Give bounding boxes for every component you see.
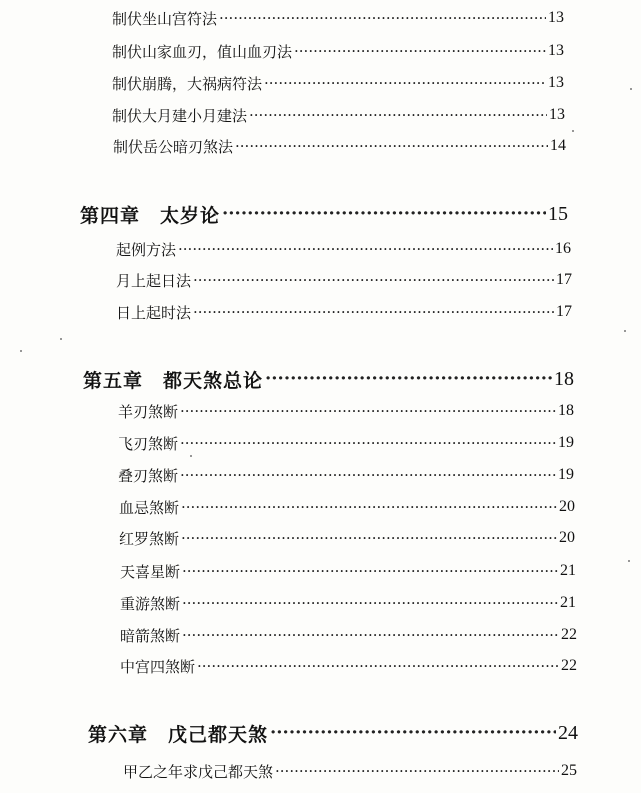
toc-entry-page: 17 (556, 271, 572, 288)
toc-entry (119, 496, 575, 518)
toc-entry (118, 400, 574, 422)
toc-entry-title: 制伏山家血刃，值山血刃法 (112, 42, 293, 61)
leader-dots (270, 724, 556, 742)
toc-entry (118, 432, 574, 454)
leader-dots (294, 44, 546, 59)
leader-dots (275, 764, 559, 779)
toc-entry (116, 238, 571, 260)
chapter-page: 18 (554, 367, 574, 390)
toc-entry-page: 13 (548, 9, 564, 26)
leader-dots (193, 305, 554, 320)
toc-entry (120, 592, 576, 614)
toc-entry-page: 19 (558, 466, 574, 483)
toc-entry-title: 暗箭煞断 (120, 626, 181, 645)
leader-dots (182, 628, 559, 643)
toc-entry-page: 16 (555, 240, 571, 257)
toc-entry-title: 飞刃煞断 (118, 434, 179, 453)
leader-dots (193, 273, 554, 288)
leader-dots (180, 404, 556, 419)
toc-entry (112, 7, 564, 29)
toc-entry-page: 22 (561, 657, 577, 674)
leader-dots (235, 139, 548, 154)
toc-entry-page: 20 (559, 498, 575, 515)
toc-entry-title: 制伏大月建小月建法 (112, 106, 248, 125)
toc-chapter-heading (83, 365, 574, 393)
toc-entry-page: 21 (560, 562, 576, 579)
toc-entry (116, 301, 572, 323)
scan-speck (628, 560, 630, 562)
toc-entry-title: 中宫四煞断 (120, 657, 196, 676)
toc-entry-page: 13 (548, 74, 564, 91)
leader-dots (180, 468, 556, 483)
toc-entry (123, 760, 577, 782)
toc-entry (112, 72, 564, 94)
toc-entry-title: 重游煞断 (120, 594, 181, 613)
toc-entry (112, 40, 564, 62)
leader-dots (249, 108, 547, 123)
toc-entry-page: 13 (548, 42, 564, 59)
toc-entry (120, 560, 576, 582)
leader-dots (182, 596, 558, 611)
scan-speck (60, 338, 62, 340)
toc-entry-page: 21 (560, 594, 576, 611)
toc-entry-title: 月上起日法 (116, 271, 192, 290)
toc-entry-title: 制伏坐山宫符法 (112, 9, 218, 28)
toc-entry-page: 19 (558, 434, 574, 451)
leader-dots (222, 205, 546, 223)
toc-entry-page: 20 (559, 529, 575, 546)
toc-entry-title: 制伏岳公暗刃煞法 (113, 137, 234, 156)
toc-entry (120, 655, 577, 677)
toc-entry-page: 17 (556, 303, 572, 320)
toc-entry-title: 制伏崩腾，大祸病符法 (112, 74, 263, 93)
toc-entry (120, 624, 577, 646)
chapter-title: 第四章 太岁论 (80, 204, 221, 227)
toc-entry-title: 羊刃煞断 (118, 402, 179, 421)
chapter-page: 15 (548, 202, 568, 225)
scan-speck (624, 330, 626, 332)
toc-entry-title: 日上起时法 (116, 303, 192, 322)
toc-entry (116, 269, 572, 291)
chapter-title: 第五章 都天煞总论 (83, 369, 264, 392)
chapter-title: 第六章 戊己都天煞 (88, 723, 269, 746)
toc-entry-title: 叠刃煞断 (118, 466, 179, 485)
leader-dots (264, 76, 546, 91)
toc-entry-title: 甲乙之年求戊己都天煞 (123, 762, 274, 781)
toc-entry-page: 25 (561, 762, 577, 779)
leader-dots (265, 370, 552, 388)
toc-entry (119, 527, 575, 549)
scan-speck (190, 455, 192, 457)
toc-entry-page: 14 (550, 137, 566, 154)
leader-dots (178, 242, 553, 257)
toc-entry-page: 22 (561, 626, 577, 643)
toc-entry (118, 464, 574, 486)
toc-entry-title: 红罗煞断 (119, 529, 180, 548)
scan-speck (572, 130, 574, 132)
toc-chapter-heading (80, 200, 568, 228)
leader-dots (180, 436, 556, 451)
toc-entry-title: 起例方法 (116, 240, 177, 259)
toc-entry-page: 13 (549, 106, 565, 123)
leader-dots (181, 531, 557, 546)
toc-entry (112, 104, 565, 126)
leader-dots (197, 659, 559, 674)
scan-speck (630, 88, 632, 90)
toc-entry (113, 135, 566, 157)
toc-entry-title: 血忌煞断 (119, 498, 180, 517)
toc-entry-title: 天喜星断 (120, 562, 181, 581)
chapter-page: 24 (558, 721, 578, 744)
leader-dots (219, 11, 546, 26)
toc-chapter-heading (88, 719, 578, 747)
leader-dots (181, 500, 557, 515)
leader-dots (182, 564, 558, 579)
toc-entry-page: 18 (558, 402, 574, 419)
scan-speck (20, 350, 22, 352)
